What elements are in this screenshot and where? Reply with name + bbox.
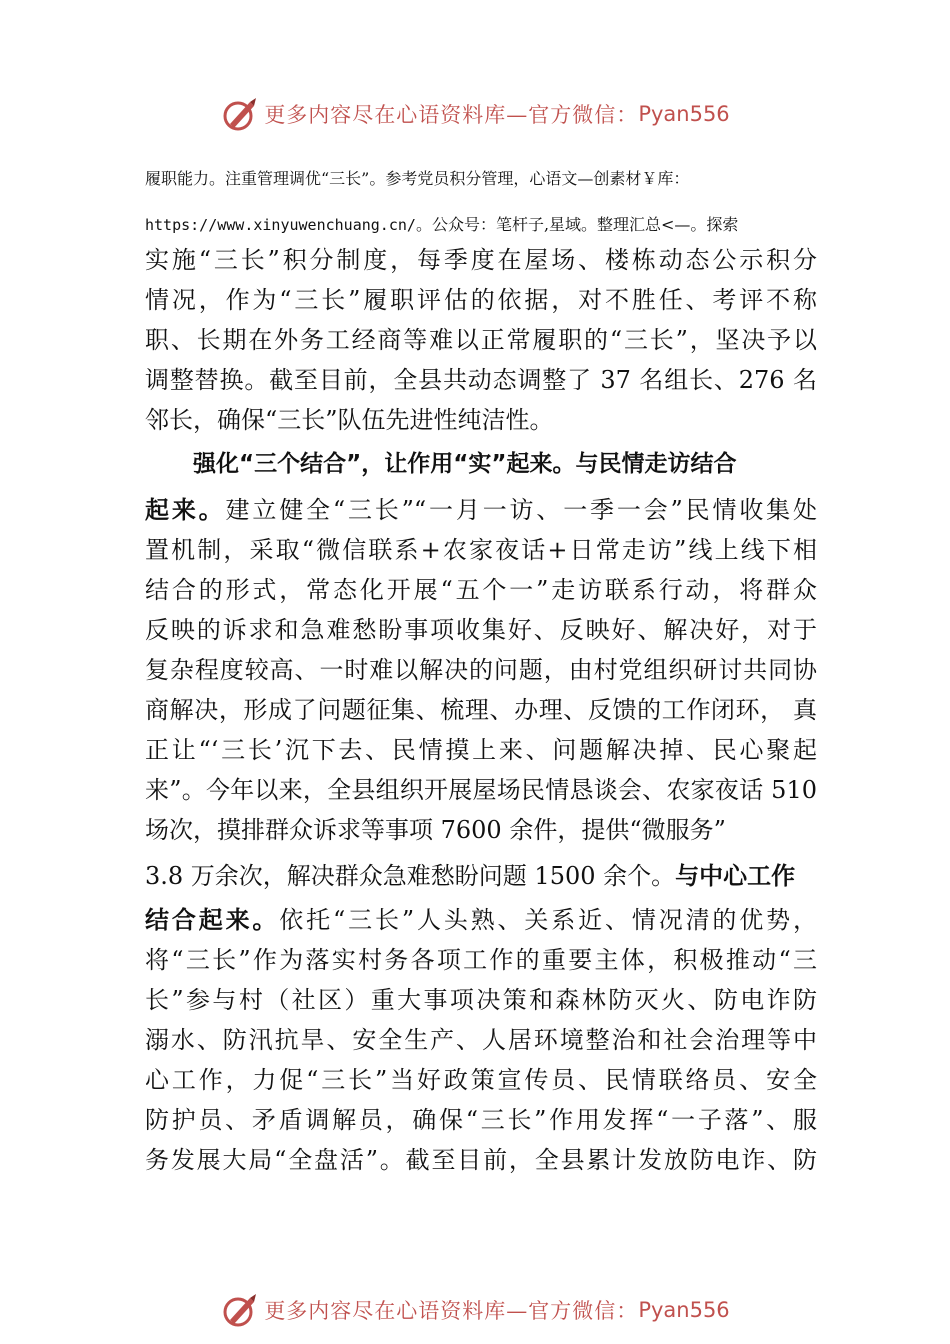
pen-logo-icon <box>220 94 260 134</box>
body-line: 长”参与村（社区）重大事项决策和森林防灭火、防电诈防 <box>145 986 817 1014</box>
note-line-1: 履职能力。注重管理调优“三长”。参考党员积分管理，心语文—创素材￥库： <box>145 169 690 188</box>
banner-text: 更多内容尽在心语资料库—官方微信： <box>264 1299 639 1323</box>
body-text: 依托“三长”人头熟、关系近、情况清的优势， <box>279 906 817 934</box>
body-line: 实施“三长”积分制度，每季度在屋场、楼栋动态公示积分 <box>145 246 817 274</box>
banner-wechat-id: Pyan556 <box>638 1298 730 1322</box>
sub-heading: 与中心工作 <box>675 862 796 890</box>
source-url[interactable]: https://www.xinyuwenchuang.cn/ <box>145 216 416 234</box>
body-line: 场次，摸排群众诉求等事项 7600 余件，提供“微服务” <box>145 816 726 844</box>
header-banner <box>0 92 950 136</box>
body-text: 建立健全“三长”“一月一访、一季一会”民情收集处 <box>225 496 818 524</box>
body-line: 将“三长”作为落实村务各项工作的重要主体，积极推动“三 <box>145 946 817 974</box>
body-line: 情况，作为“三长”履职评估的依据，对不胜任、考评不称 <box>145 286 817 314</box>
body-line: 邻长，确保“三长”队伍先进性纯洁性。 <box>145 406 554 434</box>
body-line: 置机制，采取“微信联系+农家夜话+日常走访”线上线下相 <box>145 536 817 564</box>
body-line-with-heading <box>145 490 817 530</box>
footer-banner <box>0 1288 950 1332</box>
section-heading: 强化“三个结合”，让作用“实”起来。与民情走访结合 <box>193 451 737 477</box>
note-line-2 <box>145 214 845 236</box>
heading-continuation: 起来。 <box>145 496 226 524</box>
banner-text: 更多内容尽在心语资料库—官方微信： <box>264 103 639 127</box>
body-line-with-heading <box>145 900 817 940</box>
body-line: 心工作，力促“三长”当好政策宣传员、民情联络员、安全 <box>145 1066 817 1094</box>
body-text: 3.8 万余次，解决群众急难愁盼问题 1500 余个。 <box>145 862 676 890</box>
banner-wechat-id: Pyan556 <box>638 102 730 126</box>
body-line-with-subheading <box>145 856 817 896</box>
body-line: 防护员、矛盾调解员，确保“三长”作用发挥“一子落”、服 <box>145 1106 817 1134</box>
body-line: 职、长期在外务工经商等难以正常履职的“三长”，坚决予以 <box>145 326 817 354</box>
body-line: 务发展大局“全盘活”。截至目前，全县累计发放防电诈、防 <box>145 1146 817 1174</box>
body-line: 调整替换。截至目前，全县共动态调整了 37 名组长、276 名 <box>145 366 817 394</box>
body-line: 溺水、防汛抗旱、安全生产、人居环境整治和社会治理等中 <box>145 1026 817 1054</box>
note-line-2-rest: 。公众号：笔杆子,星域。整理汇总<—。探索 <box>415 215 739 234</box>
pen-logo-icon <box>220 1290 260 1330</box>
body-line: 结合的形式，常态化开展“五个一”走访联系行动，将群众 <box>145 576 817 604</box>
body-line: 来”。今年以来，全县组织开展屋场民情恳谈会、农家夜话 510 <box>145 776 817 804</box>
body-line: 商解决，形成了问题征集、梳理、办理、反馈的工作闭环， 真 <box>145 696 817 724</box>
body-line: 正让“‘三长’沉下去、民情摸上来、问题解决掉、民心聚起 <box>145 736 817 764</box>
sub-heading-continuation: 结合起来。 <box>145 906 280 934</box>
body-line: 反映的诉求和急难愁盼事项收集好、反映好、解决好，对于 <box>145 616 817 644</box>
body-line: 复杂程度较高、一时难以解决的问题，由村党组织研讨共同协 <box>145 656 817 684</box>
